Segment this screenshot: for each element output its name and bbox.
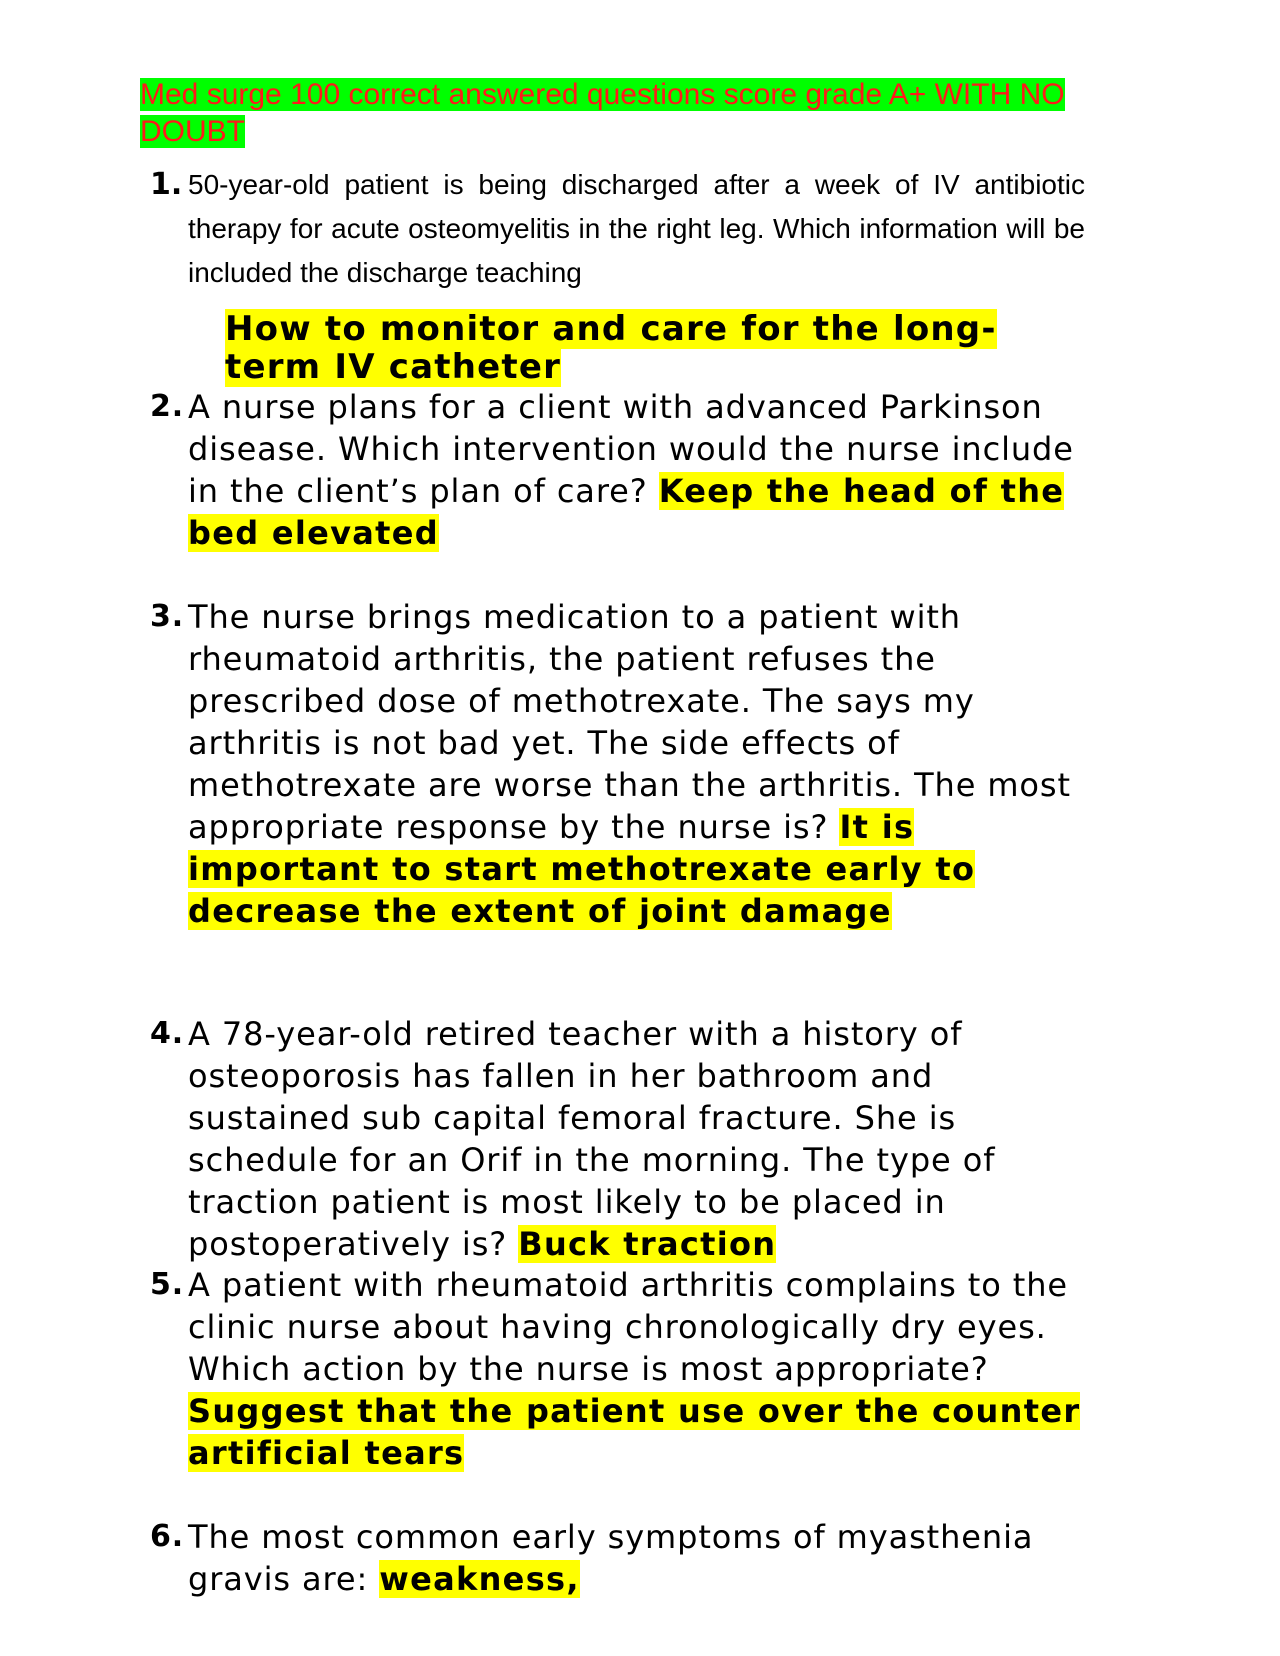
question-text: A nurse plans for a client with advanced Parkinson disease. Which intervention would the nurse include in the client’s plan of care? (188, 388, 1074, 510)
question-number: 5. (150, 1267, 185, 1302)
question-number: 3. (150, 599, 185, 634)
question-4 (150, 1013, 1085, 1265)
answer-text: It is important to start methotrexate early to decrease the extent of joint damage (188, 808, 976, 930)
question-number: 1. (150, 167, 183, 202)
title-text: Med surge 100 correct answered questions score grade A+ WITH NO DOUBT (140, 78, 1065, 148)
question-2 (150, 386, 1085, 554)
answer-text: Buck traction (518, 1225, 777, 1263)
question-3 (150, 596, 1085, 932)
answer-text: weakness, (379, 1560, 580, 1598)
answer-text: How to monitor and care for the long-term IV catheter (225, 309, 997, 387)
answer-text: Keep the head of the bed elevated (188, 472, 1065, 552)
question-5 (150, 1264, 1085, 1474)
question-number: 4. (150, 1016, 185, 1051)
answer-text: Suggest that the patient use over the counter artificial tears (188, 1392, 1081, 1472)
question-text: 50-year-old patient is being discharged after a week of IV antibiotic therapy for acute osteomyelitis in the right leg. Which information will be included the discharge teaching (188, 169, 1085, 288)
question-6 (150, 1516, 1085, 1600)
question-text: A 78-year-old retired teacher with a history of osteoporosis has fallen in her bathroom and sustained sub capital femoral fracture. She is schedule for an Orif in the morning. The type of traction patient is most likely to be placed in postoperatively is? (188, 1015, 996, 1263)
question-1 (150, 163, 1085, 295)
question-text: The most common early symptoms of myasthenia gravis are: (188, 1518, 1034, 1598)
question-number: 6. (150, 1519, 185, 1554)
answer-1 (225, 310, 1085, 386)
question-number: 2. (150, 389, 185, 424)
document-title (140, 76, 1100, 150)
question-text: The nurse brings medication to a patient with rheumatoid arthritis, the patient refuses the prescribed dose of methotrexate. The says my arthritis is not bad yet. The side effects of methotrexate are worse than the arthritis. The most appropriate response by the nurse is? (188, 598, 1071, 846)
question-text: A patient with rheumatoid arthritis complains to the clinic nurse about having chronologically dry eyes. Which action by the nurse is most appropriate? (188, 1266, 1069, 1388)
